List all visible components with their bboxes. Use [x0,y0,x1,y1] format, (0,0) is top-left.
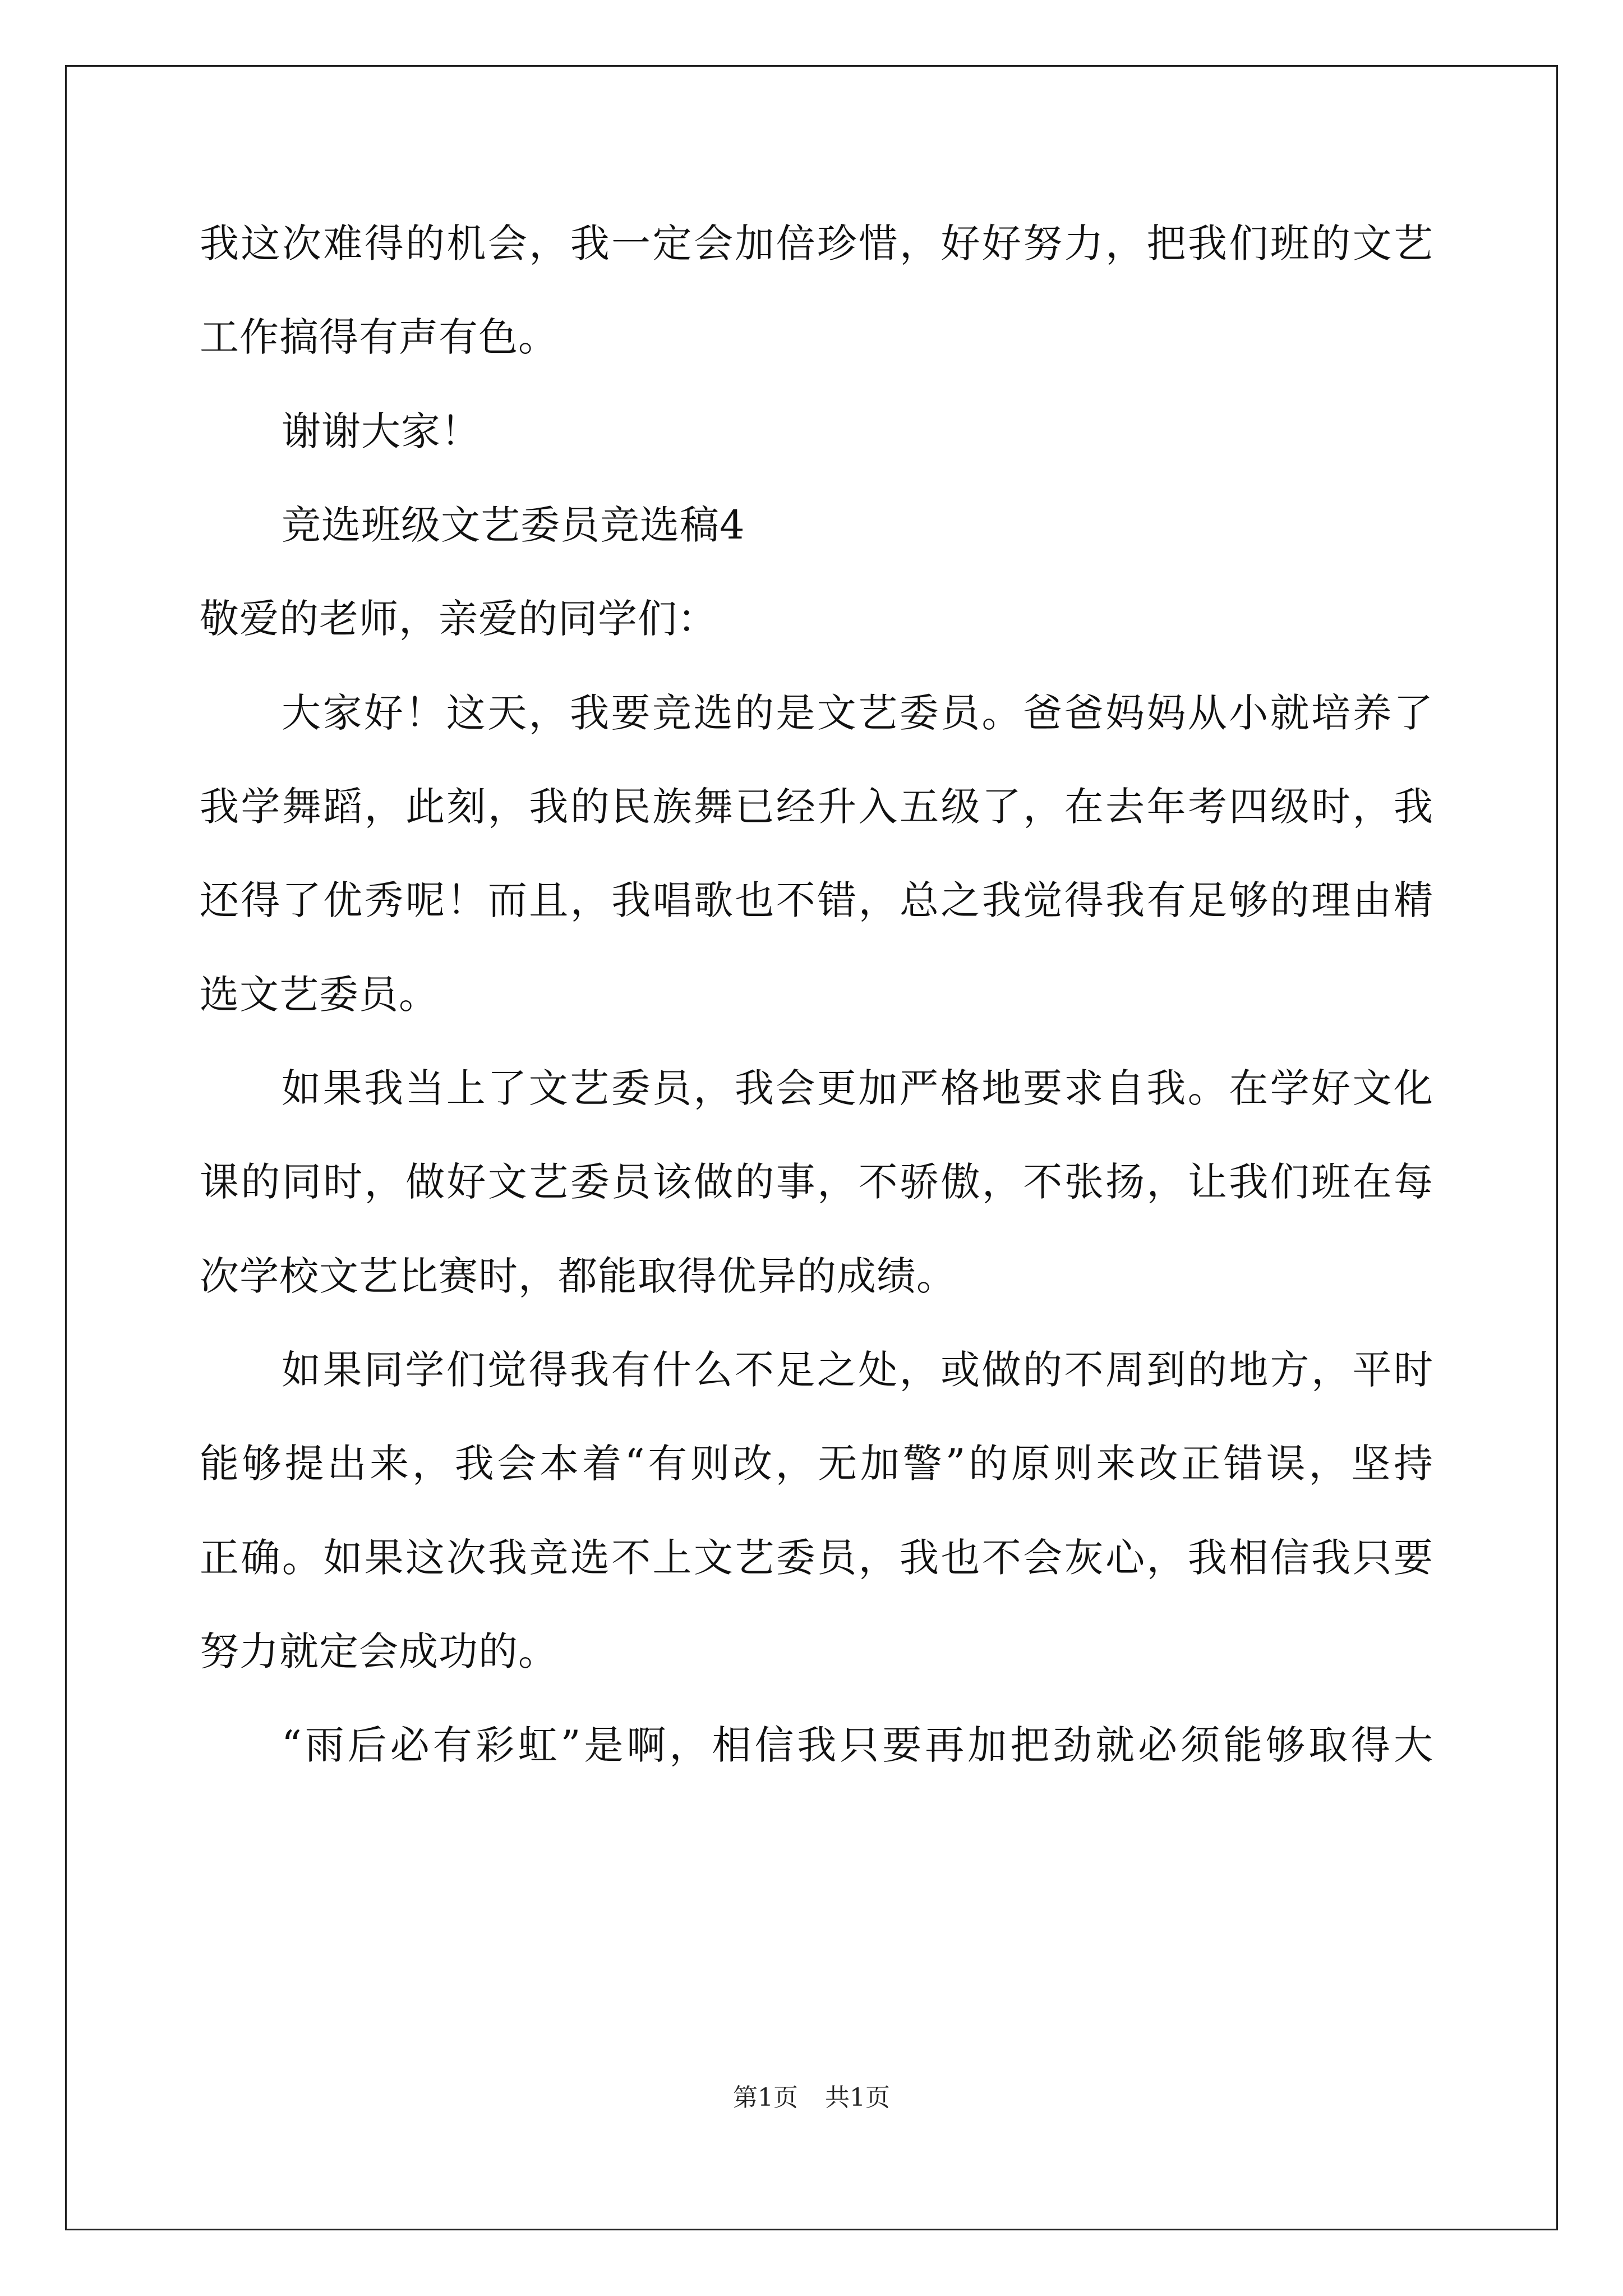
document-body [200,219,1433,1770]
text-line: 课的同时，做好文艺委员该做的事，不骄傲，不张扬，让我们班在每 [200,1159,1433,1205]
text-line: 正确。如果这次我竞选不上文艺委员，我也不会灰心，我相信我只要 [200,1535,1433,1581]
text-line: 工作搞得有声有色。 [200,314,558,360]
salutation: 敬爱的老师，亲爱的同学们： [200,596,717,642]
section-heading: 竞选班级文艺委员竞选稿4 [282,502,745,548]
text-line: 大家好！这天，我要竞选的是文艺委员。爸爸妈妈从小就培养了 [282,690,1433,736]
text-line: 选文艺委员。 [200,972,439,1018]
text-line: 我这次难得的机会，我一定会加倍珍惜，好好努力，把我们班的文艺 [200,220,1433,266]
page-number: 第1页 [733,2083,798,2112]
text-line: 如果同学们觉得我有什么不足之处，或做的不周到的地方，平时 [282,1347,1433,1393]
text-line: 能够提出来，我会本着“有则改，无加警”的原则来改正错误，坚持 [200,1441,1433,1487]
closing-line: 谢谢大家！ [282,408,481,454]
text-line: 次学校文艺比赛时，都能取得优异的成绩。 [200,1253,956,1299]
text-line: 我学舞蹈，此刻，我的民族舞已经升入五级了，在去年考四级时，我 [200,784,1433,830]
text-line: 如果我当上了文艺委员，我会更加严格地要求自我。在学好文化 [282,1065,1433,1111]
text-line: 还得了优秀呢！而且，我唱歌也不错，总之我觉得我有足够的理由精 [200,877,1433,923]
text-line: “雨后必有彩虹”是啊，相信我只要再加把劲就必须能够取得大 [282,1722,1433,1768]
page-footer [0,2082,1623,2114]
page-total: 共1页 [825,2083,890,2112]
text-line: 努力就定会成功的。 [200,1628,558,1674]
